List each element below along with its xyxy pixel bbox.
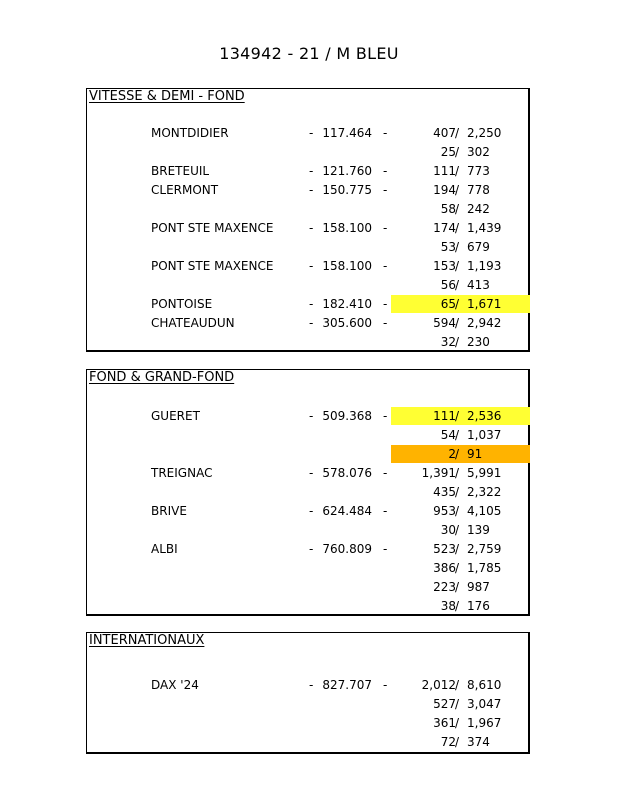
placing-position: 54	[440, 428, 456, 442]
field-size: 1,967	[467, 716, 502, 730]
slash-separator: /	[455, 428, 460, 442]
placing-position: 38	[440, 599, 456, 613]
slash-separator: /	[455, 316, 460, 330]
race-location: PONTOISE	[151, 297, 213, 311]
field-size: 2,942	[467, 316, 502, 330]
slash-separator: /	[455, 145, 460, 159]
separator-dash: -	[309, 164, 314, 178]
placing-position: 32	[440, 335, 456, 349]
section-vitesse-demi-fond	[86, 88, 530, 352]
placing-result	[391, 219, 530, 237]
separator-dash: -	[309, 316, 314, 330]
separator-dash: -	[383, 316, 388, 330]
field-size: 3,047	[467, 697, 502, 711]
placing-position: 72	[440, 735, 456, 749]
slash-separator: /	[455, 466, 460, 480]
placing-result	[391, 714, 530, 732]
placing-result	[391, 502, 530, 520]
placing-position: 223	[433, 580, 456, 594]
result-row	[87, 257, 528, 275]
placing-position: 2,012	[421, 678, 456, 692]
race-distance: 624.484	[322, 504, 372, 518]
slash-separator: /	[455, 580, 460, 594]
separator-dash: -	[383, 183, 388, 197]
separator-dash: -	[309, 221, 314, 235]
placing-position: 153	[433, 259, 456, 273]
race-location: TREIGNAC	[151, 466, 213, 480]
result-row	[87, 333, 528, 351]
placing-position: 53	[440, 240, 456, 254]
field-size: 679	[467, 240, 490, 254]
placing-result	[391, 578, 530, 596]
separator-dash: -	[383, 221, 388, 235]
slash-separator: /	[455, 542, 460, 556]
field-size: 5,991	[467, 466, 502, 480]
placing-position: 407	[433, 126, 456, 140]
placing-position: 386	[433, 561, 456, 575]
result-row	[87, 559, 528, 577]
result-row	[87, 238, 528, 256]
placing-result	[391, 276, 530, 294]
race-distance: 158.100	[322, 259, 372, 273]
page-title: 134942 - 21 / M BLEU	[219, 44, 399, 63]
placing-position: 65	[440, 297, 456, 311]
separator-dash: -	[309, 183, 314, 197]
slash-separator: /	[455, 697, 460, 711]
slash-separator: /	[455, 183, 460, 197]
placing-result	[391, 445, 530, 463]
result-row	[87, 502, 528, 520]
placing-result	[391, 124, 530, 142]
section-title: VITESSE & DEMI - FOND	[89, 89, 245, 104]
result-row	[87, 578, 528, 596]
slash-separator: /	[455, 202, 460, 216]
result-row	[87, 521, 528, 539]
result-row	[87, 314, 528, 332]
result-row	[87, 124, 528, 142]
result-row	[87, 695, 528, 713]
field-size: 91	[467, 447, 483, 461]
race-location: GUERET	[151, 409, 200, 423]
result-row	[87, 676, 528, 694]
field-size: 2,250	[467, 126, 502, 140]
placing-position: 2	[448, 447, 456, 461]
placing-result	[391, 238, 530, 256]
separator-dash: -	[383, 542, 388, 556]
race-distance: 305.600	[322, 316, 372, 330]
separator-dash: -	[383, 504, 388, 518]
race-location: CHATEAUDUN	[151, 316, 235, 330]
slash-separator: /	[455, 259, 460, 273]
separator-dash: -	[383, 164, 388, 178]
field-size: 1,671	[467, 297, 502, 311]
section-title: FOND & GRAND-FOND	[89, 370, 235, 385]
separator-dash: -	[309, 297, 314, 311]
separator-dash: -	[309, 678, 314, 692]
race-distance: 150.775	[322, 183, 372, 197]
slash-separator: /	[455, 447, 460, 461]
placing-result	[391, 162, 530, 180]
result-row	[87, 407, 528, 425]
field-size: 4,105	[467, 504, 502, 518]
placing-result	[391, 676, 530, 694]
slash-separator: /	[455, 221, 460, 235]
separator-dash: -	[309, 542, 314, 556]
placing-position: 30	[440, 523, 456, 537]
slash-separator: /	[455, 599, 460, 613]
placing-result	[391, 314, 530, 332]
placing-result	[391, 181, 530, 199]
field-size: 1,439	[467, 221, 502, 235]
placing-result	[391, 143, 530, 161]
result-row	[87, 464, 528, 482]
race-distance: 509.368	[322, 409, 372, 423]
result-row	[87, 733, 528, 751]
slash-separator: /	[455, 335, 460, 349]
placing-result	[391, 559, 530, 577]
field-size: 242	[467, 202, 490, 216]
placing-result	[391, 695, 530, 713]
race-location: BRETEUIL	[151, 164, 210, 178]
field-size: 773	[467, 164, 490, 178]
race-distance: 760.809	[322, 542, 372, 556]
field-size: 1,785	[467, 561, 502, 575]
placing-position: 56	[440, 278, 456, 292]
placing-position: 1,391	[421, 466, 456, 480]
section-internationaux	[86, 632, 530, 754]
field-size: 374	[467, 735, 490, 749]
placing-position: 25	[440, 145, 456, 159]
race-distance: 578.076	[322, 466, 372, 480]
placing-position: 111	[433, 164, 456, 178]
field-size: 1,037	[467, 428, 502, 442]
slash-separator: /	[455, 164, 460, 178]
placing-result	[391, 295, 530, 313]
slash-separator: /	[455, 485, 460, 499]
placing-position: 594	[433, 316, 456, 330]
race-location: PONT STE MAXENCE	[151, 221, 274, 235]
field-size: 2,536	[467, 409, 502, 423]
field-size: 987	[467, 580, 490, 594]
separator-dash: -	[383, 126, 388, 140]
field-size: 139	[467, 523, 490, 537]
result-row	[87, 219, 528, 237]
slash-separator: /	[455, 409, 460, 423]
placing-result	[391, 464, 530, 482]
result-row	[87, 162, 528, 180]
placing-result	[391, 733, 530, 751]
slash-separator: /	[455, 126, 460, 140]
placing-result	[391, 597, 530, 615]
result-row	[87, 597, 528, 615]
field-size: 302	[467, 145, 490, 159]
section-fond-grand-fond	[86, 369, 530, 616]
placing-result	[391, 521, 530, 539]
separator-dash: -	[383, 409, 388, 423]
race-location: DAX '24	[151, 678, 199, 692]
result-row	[87, 426, 528, 444]
separator-dash: -	[309, 259, 314, 273]
slash-separator: /	[455, 735, 460, 749]
field-size: 413	[467, 278, 490, 292]
slash-separator: /	[455, 278, 460, 292]
separator-dash: -	[309, 466, 314, 480]
placing-result	[391, 200, 530, 218]
slash-separator: /	[455, 561, 460, 575]
separator-dash: -	[309, 126, 314, 140]
race-location: ALBI	[151, 542, 178, 556]
field-size: 1,193	[467, 259, 502, 273]
placing-position: 361	[433, 716, 456, 730]
slash-separator: /	[455, 523, 460, 537]
race-distance: 117.464	[322, 126, 372, 140]
separator-dash: -	[383, 297, 388, 311]
field-size: 2,322	[467, 485, 502, 499]
result-row	[87, 445, 528, 463]
separator-dash: -	[309, 504, 314, 518]
placing-position: 194	[433, 183, 456, 197]
race-distance: 158.100	[322, 221, 372, 235]
result-row	[87, 540, 528, 558]
race-distance: 121.760	[322, 164, 372, 178]
slash-separator: /	[455, 504, 460, 518]
placing-result	[391, 407, 530, 425]
placing-result	[391, 426, 530, 444]
section-title: INTERNATIONAUX	[89, 633, 205, 648]
result-row	[87, 483, 528, 501]
slash-separator: /	[455, 678, 460, 692]
race-location: CLERMONT	[151, 183, 219, 197]
placing-position: 111	[433, 409, 456, 423]
result-row	[87, 143, 528, 161]
separator-dash: -	[383, 466, 388, 480]
field-size: 778	[467, 183, 490, 197]
result-row	[87, 181, 528, 199]
race-location: BRIVE	[151, 504, 187, 518]
field-size: 176	[467, 599, 490, 613]
race-location: MONTDIDIER	[151, 126, 229, 140]
placing-position: 58	[440, 202, 456, 216]
separator-dash: -	[309, 409, 314, 423]
placing-result	[391, 333, 530, 351]
race-location: PONT STE MAXENCE	[151, 259, 274, 273]
race-distance: 182.410	[322, 297, 372, 311]
slash-separator: /	[455, 240, 460, 254]
result-row	[87, 714, 528, 732]
placing-position: 527	[433, 697, 456, 711]
result-row	[87, 295, 528, 313]
field-size: 230	[467, 335, 490, 349]
placing-result	[391, 483, 530, 501]
placing-position: 523	[433, 542, 456, 556]
separator-dash: -	[383, 678, 388, 692]
field-size: 2,759	[467, 542, 502, 556]
field-size: 8,610	[467, 678, 502, 692]
placing-position: 953	[433, 504, 456, 518]
placing-position: 174	[433, 221, 456, 235]
race-distance: 827.707	[322, 678, 372, 692]
slash-separator: /	[455, 297, 460, 311]
result-row	[87, 276, 528, 294]
slash-separator: /	[455, 716, 460, 730]
placing-position: 435	[433, 485, 456, 499]
placing-result	[391, 540, 530, 558]
placing-result	[391, 257, 530, 275]
separator-dash: -	[383, 259, 388, 273]
result-row	[87, 200, 528, 218]
